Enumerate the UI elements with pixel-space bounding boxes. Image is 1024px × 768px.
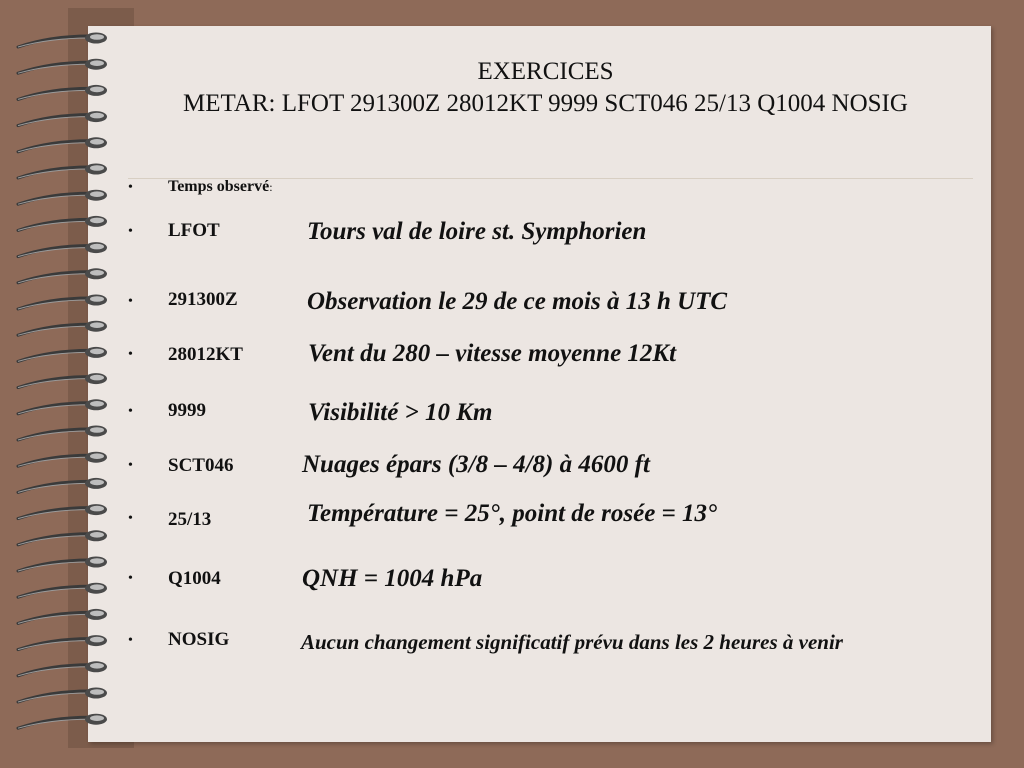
bullet: • bbox=[128, 458, 133, 473]
item-description: Tours val de loire st. Symphorien bbox=[307, 218, 647, 245]
item-code: 25/13 bbox=[168, 509, 212, 530]
item-code: 28012KT bbox=[168, 344, 243, 365]
item-code: Temps observé: bbox=[168, 178, 273, 195]
bullet: • bbox=[128, 511, 133, 526]
item-code: SCT046 bbox=[168, 455, 234, 476]
list-item-q1004 bbox=[0, 564, 1024, 604]
list-item-9999 bbox=[0, 398, 1024, 438]
item-code: LFOT bbox=[168, 220, 220, 241]
bullet: • bbox=[128, 404, 133, 419]
bullet: • bbox=[128, 294, 133, 309]
bullet: • bbox=[128, 180, 133, 195]
item-code: 9999 bbox=[168, 400, 206, 421]
item-description: Vent du 280 – vitesse moyenne 12Kt bbox=[308, 340, 677, 367]
item-description: Température = 25°, point de rosée = 13° bbox=[307, 500, 718, 527]
title-line-2: METAR: LFOT 291300Z 28012KT 9999 SCT046 25/13 Q1004 NOSIG bbox=[183, 90, 908, 117]
title-line-1: EXERCICES bbox=[477, 58, 614, 85]
item-description: Visibilité > 10 Km bbox=[308, 399, 493, 426]
item-code: NOSIG bbox=[168, 629, 230, 650]
page-title bbox=[88, 56, 1003, 120]
item-description: Aucun changement significatif prévu dans les 2 heures à venir bbox=[301, 630, 843, 654]
bullet: • bbox=[128, 633, 133, 648]
item-description: Nuages épars (3/8 – 4/8) à 4600 ft bbox=[302, 451, 650, 478]
list-item-28012kt bbox=[0, 340, 1024, 380]
item-code: Q1004 bbox=[168, 568, 221, 589]
list-item-lfot bbox=[0, 218, 1024, 258]
list-item-sct046 bbox=[0, 451, 1024, 491]
bullet: • bbox=[128, 347, 133, 362]
list-item-25-13 bbox=[0, 500, 1024, 540]
item-code: 291300Z bbox=[168, 289, 238, 310]
list-item-nosig bbox=[0, 627, 1024, 667]
item-description: Observation le 29 de ce mois à 13 h UTC bbox=[307, 288, 728, 315]
list-item-observed-time bbox=[0, 174, 1024, 214]
bullet: • bbox=[128, 224, 133, 239]
list-item-291300z bbox=[0, 287, 1024, 327]
item-description: QNH = 1004 hPa bbox=[302, 565, 483, 592]
bullet: • bbox=[128, 571, 133, 586]
